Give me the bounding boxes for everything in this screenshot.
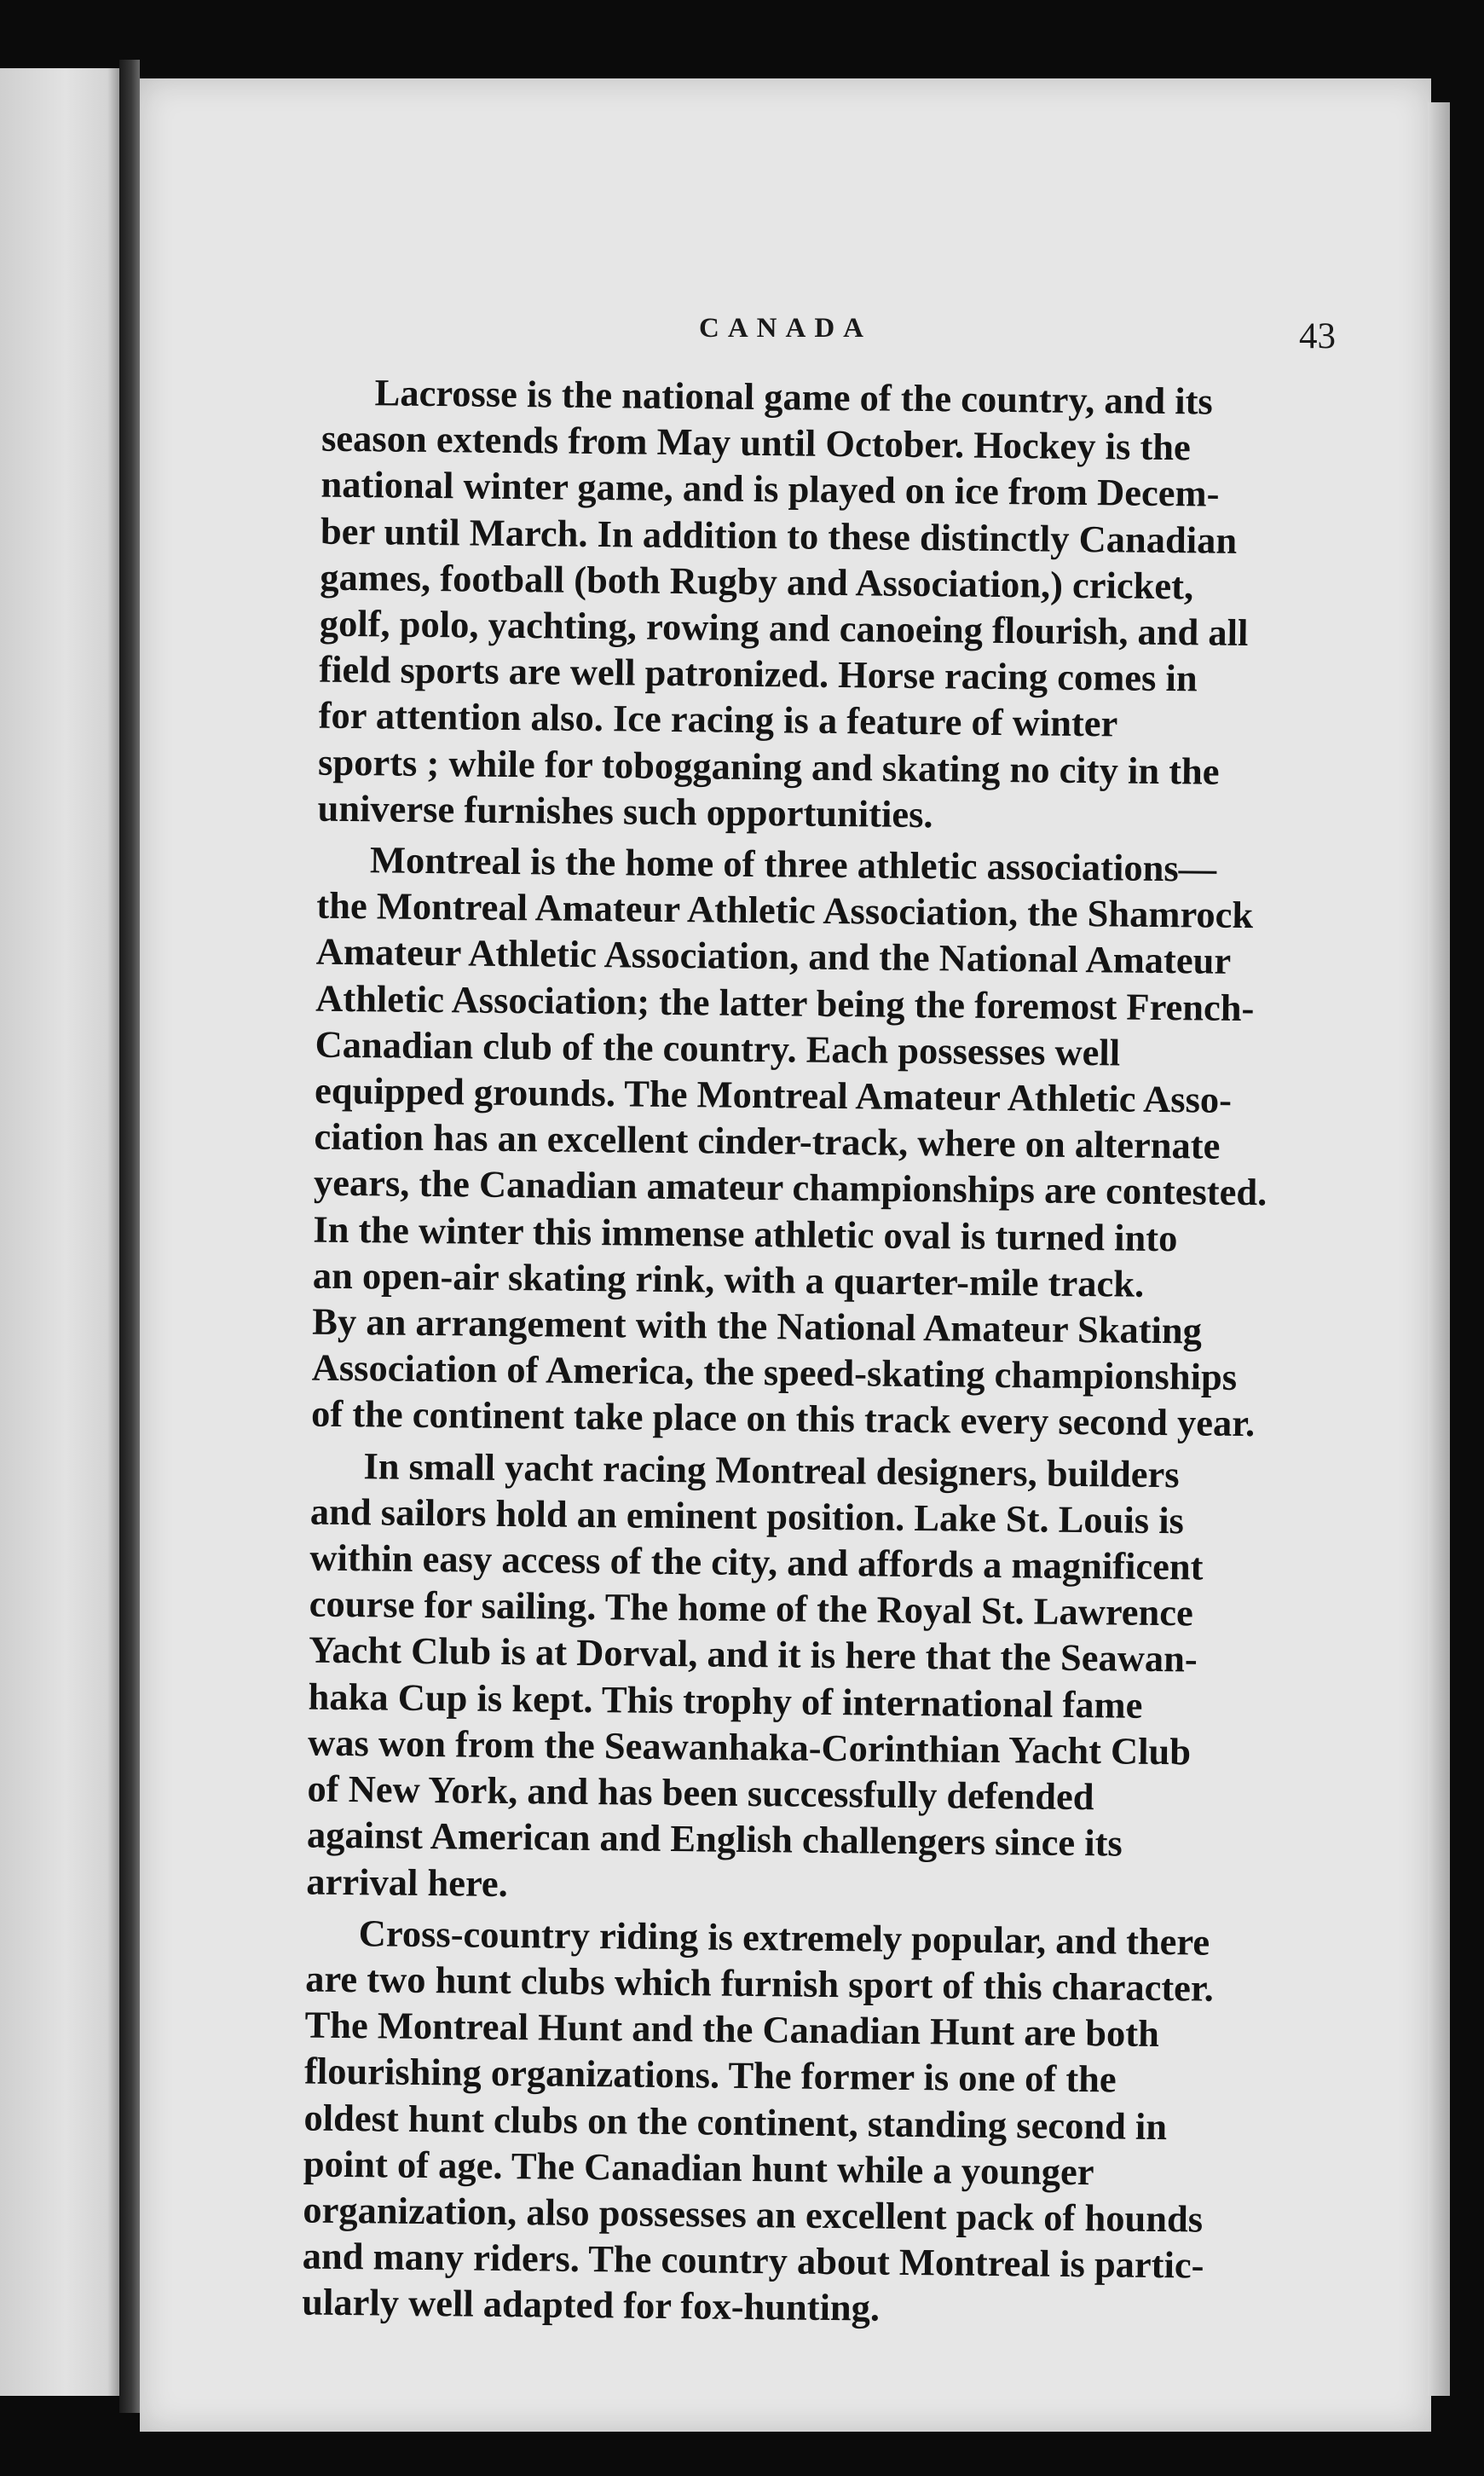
paragraph (258, 836, 1383, 1448)
text-line: season extends from May until October. Hockey is the (320, 416, 1192, 469)
text-line: Montreal is the home of three athletic associations— (369, 838, 1217, 890)
text-line: Amateur Athletic Association, and the National Amateur (315, 930, 1232, 983)
text-line: arrival here. (306, 1860, 509, 1905)
text-line: In the winter this immense athletic oval is turned into (313, 1207, 1178, 1259)
text-line: years, the Canadian amateur championships are contested. (313, 1161, 1267, 1214)
text-line: oldest hunt clubs on the continent, standing second in (303, 2096, 1168, 2148)
previous-page-edge (0, 68, 119, 2396)
text-line: haka Cup is kept. This trophy of international fame (308, 1675, 1143, 1727)
text-line: an open-air skating rink, with a quarter-mile track. (312, 1253, 1145, 1305)
text-line: and sailors hold an eminent position. Lake St. Louis is (309, 1490, 1185, 1542)
book-gutter (119, 60, 140, 2413)
text-line: and many riders. The country about Montreal is partic- (302, 2234, 1204, 2287)
paragraph (264, 368, 1388, 842)
text-line: sports ; while for tobogganing and skating no city in the (317, 740, 1220, 793)
text-line: ularly well adapted for fox-hunting. (301, 2280, 881, 2329)
text-line: universe furnishes such opportunities. (317, 786, 933, 836)
text-line: Canadian club of the country. Each possesses well (315, 1022, 1121, 1074)
text-line: for attention also. Ice racing is a feature of winter (318, 694, 1118, 745)
text-line: Yacht Club is at Dorval, and it is here that the Seawan- (309, 1628, 1198, 1681)
running-head: CANADA (699, 313, 872, 344)
text-line: The Montreal Hunt and the Canadian Hunt are both (304, 2003, 1160, 2056)
text-line: national winter game, and is played on ice from Decem- (320, 463, 1220, 516)
text-line: course for sailing. The home of the Royal St. Lawrence (309, 1582, 1194, 1634)
page-number: 43 (1299, 316, 1336, 356)
paragraph (249, 1909, 1371, 2337)
text-line: Cross-country riding is extremely popular, and there (358, 1911, 1210, 1964)
text-line: of the continent take place on this track every second year. (310, 1392, 1256, 1445)
text-line: are two hunt clubs which furnish sport of this character. (304, 1957, 1215, 2010)
page-stack-edge (1428, 102, 1450, 2396)
text-line: flourishing organizations. The former is one of the (303, 2049, 1117, 2101)
paragraph (253, 1442, 1377, 1916)
text-line: equipped grounds. The Montreal Amateur Athletic Asso- (314, 1068, 1233, 1121)
text-line: Athletic Association; the latter being the foremost French- (315, 976, 1255, 1029)
text-line: ciation has an excellent cinder-track, where on alternate (314, 1114, 1221, 1167)
text-line: the Montreal Amateur Athletic Association, the Shamrock (316, 883, 1254, 937)
text-line: Association of America, the speed-skating championships (311, 1345, 1238, 1399)
text-line: organization, also possesses an excellent pack of hounds (303, 2188, 1204, 2241)
book-page (140, 78, 1431, 2432)
text-line: of New York, and has been successfully defended (307, 1767, 1094, 1819)
text-line: within easy access of the city, and affords a magnificent (309, 1536, 1204, 1588)
text-line: was won from the Seawanhaka-Corinthian Yacht Club (307, 1721, 1192, 1773)
text-line: golf, polo, yachting, rowing and canoeing flourish, and all (319, 601, 1249, 655)
body-text (249, 368, 1388, 2341)
text-line: field sports are well patronized. Horse racing comes in (319, 647, 1198, 700)
text-line: Lacrosse is the national game of the country, and its (374, 371, 1214, 423)
text-line: games, football (both Rugby and Association,) cricket, (320, 555, 1194, 608)
text-line: point of age. The Canadian hunt while a younger (303, 2142, 1094, 2193)
text-line: ber until March. In addition to these distinctly Canadian (320, 509, 1238, 562)
text-line: By an arrangement with the National Amateur Skating (312, 1299, 1203, 1352)
text-line: In small yacht racing Montreal designers, builders (363, 1443, 1180, 1495)
text-line: against American and English challengers since its (306, 1813, 1123, 1865)
